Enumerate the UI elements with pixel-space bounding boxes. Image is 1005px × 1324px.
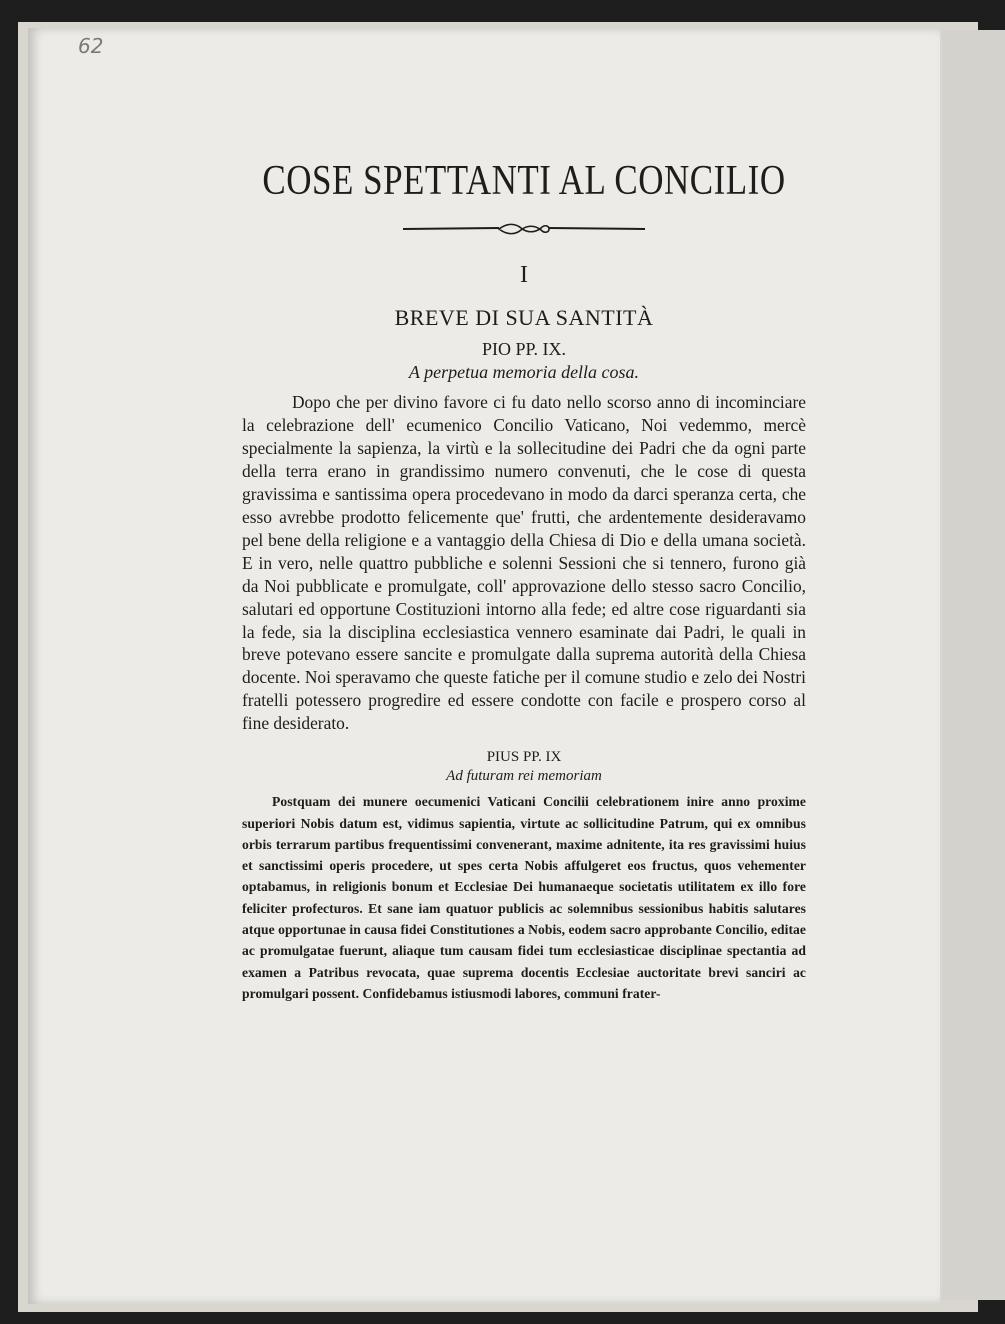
pope-name-latin: PIUS PP. IX	[486, 749, 562, 766]
handwritten-page-number: 62	[78, 34, 104, 58]
ornament-rule-icon	[399, 222, 649, 236]
page-content	[242, 126, 806, 1004]
facing-page-edge	[942, 30, 1005, 1300]
subtitle-latin: Ad futuram rei memoriam	[446, 768, 602, 785]
section-number: I	[520, 262, 528, 288]
pope-name-italian: PIO PP. IX.	[481, 339, 567, 359]
paragraph-latin: Postquam dei munere oecumenici Vaticani Concilii celebrationem inire anno proxime superiori Nobis datum est, vidimus sapientia, virtute ac sollicitudine Patrum, qui ex omnibus orbis terrarum partibus frequentissimi convenerant, maxime adnitente, ita res gravissimi huius et sanctissimi operis procedere, ut spes certa Nobis affulgeret eos fructus, quos vehementer optabamus, in religionis bonum et Ecclesiae Dei humanaeque societatis utilitatem ex illo fore feliciter profecturos. Et sane iam quatuor publicis ac solemnibus sessionibus habitis salutares atque opportunae in causa fidei Constitutiones a Nobis, eodem sacro approbante Concilio, editae ac promulgatae fuerunt, aliaque tum causam fidei tum ecclesiasticae disciplinae spectantia ad examen a Patribus revocata, quae suprema docentis Ecclesiae auctoritate brevi sanciri ac promulgari possent. Confidebamus istiusmodi labores, communi frater-	[242, 794, 806, 1001]
paragraph-italian: Dopo che per divino favore ci fu dato nello scorso anno di incominciare la celebrazione dell' ecumenico Concilio Vaticano, Noi vedemmo, mercè specialmente la sapienza, la virtù e la sollecitudine dei Padri che da ogni parte della terra erano in grandissimo numero convenuti, che le cose di questa gravissima e santissima opera procedevano in modo da darci speranza certa, che esso avrebbe prodotto felicemente que' frutti, che ardentemente desideravamo pel bene della religione e a vantaggio della Chiesa di Dio e della umana società. E in vero, nelle quattro pubbliche e solenni Sessioni che si tennero, furono già da Noi pubblicate e promulgate, coll' approvazione dello stesso sacro Concilio, salutari ed opportune Costituzioni intorno alla fede; ed altre cose riguardanti sia la fede, sia la disciplina ecclesiastica vennero esaminate dai Padri, le quali in breve potevano essere sancite e promulgate dalla suprema autorità della Chiesa docente. Noi speravamo che queste fatiche per il comune studio e zelo dei Nostri fratelli potessero progredire ed essere condotte con facile e prospero corso al fine desiderato.	[242, 392, 806, 734]
brief-title: BREVE DI SUA SANTITÀ	[394, 305, 654, 330]
page-title: COSE SPETTANTI AL CONCILIO	[262, 156, 786, 204]
subtitle-italian: A perpetua memoria della cosa.	[408, 362, 640, 382]
